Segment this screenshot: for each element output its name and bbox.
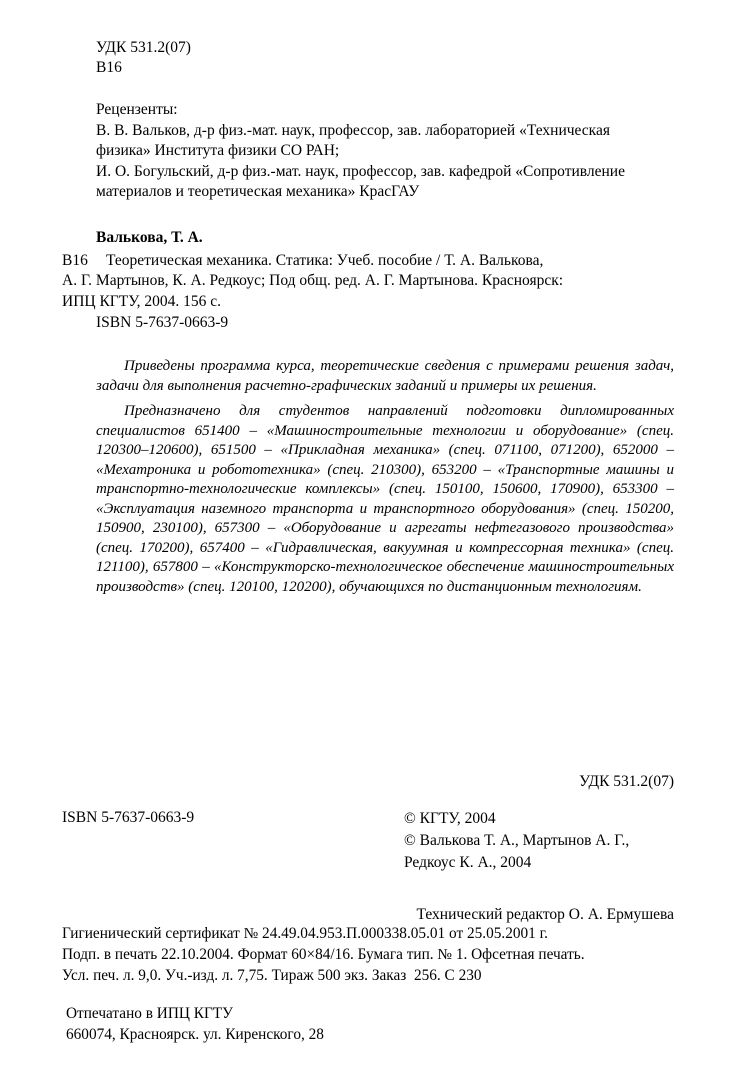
copyright-line: © КГТУ, 2004	[404, 810, 496, 827]
printed-block	[66, 1003, 678, 1045]
reviewers-heading: Рецензенты:	[96, 101, 178, 118]
author-heading: Валькова, Т. А.	[96, 228, 203, 246]
copyright-line: © Валькова Т. А., Мартынов А. Г.,	[404, 832, 630, 849]
udk-code: УДК 531.2(07)	[96, 39, 191, 56]
citation-line: Теоретическая механика. Статика: Учеб. пособие / Т. А. Валькова,	[106, 251, 544, 269]
imprint-line: Усл. печ. л. 9,0. Уч.-изд. л. 7,75. Тираж 500 экз. Заказ 256. С 230	[62, 967, 482, 984]
copyright-line: Редкоус К. А., 2004	[404, 854, 532, 871]
reviewers-block	[96, 100, 674, 203]
copyright-block	[404, 808, 629, 874]
imprint-block	[62, 923, 674, 986]
annotation-block	[96, 357, 674, 597]
printed-line: Отпечатано в ИПЦ КГТУ	[66, 1005, 233, 1022]
udk-bottom: УДК 531.2(07)	[579, 773, 674, 790]
citation-isbn: ISBN 5-7637-0663-9	[96, 314, 229, 331]
technical-editor: Технический редактор О. А. Ермушева	[416, 906, 674, 923]
imprint-line: Подп. в печать 22.10.2004. Формат 60×84/16. Бумага тип. № 1. Офсетная печать.	[62, 946, 585, 963]
page-content	[62, 38, 674, 1043]
udk-block	[96, 38, 674, 78]
reviewer-line: В. В. Вальков, д-р физ.-мат. наук, профессор, зав. лабораторией «Техническая	[96, 121, 610, 139]
udk-classifier: В16	[96, 59, 122, 76]
isbn-footer: ISBN 5-7637-0663-9	[62, 809, 195, 826]
printed-line: 660074, Красноярск. ул. Киренского, 28	[66, 1026, 324, 1043]
citation-label: В16	[62, 251, 88, 269]
reviewer-line: И. О. Богульский, д-р физ.-мат. наук, профессор, зав. кафедрой «Сопротивление	[96, 162, 625, 180]
reviewer-line: физика» Института физики СО РАН;	[96, 142, 340, 159]
reviewer-line: материалов и теоретическая механика» КрасГАУ	[96, 183, 420, 200]
citation-first-line	[62, 251, 674, 272]
annotation-paragraph: Приведены программа курса, теоретические сведения с примерами решения задач, задачи для выполнения расчетно-графических заданий и примеры их решения.	[96, 358, 674, 394]
annotation-paragraph: Предназначено для студентов направлений подготовки дипломированных специалистов 651400 – «Машиностроительные технологии и оборудование» (спец. 120300–120600), 651500 – «Прикладная механика» (спец. 071100, 071200), 652000 – «Мехатроника и робототехника» (спец. 210300), 653200 – «Транспортные машины и транспортно-технологические комплексы» (спец. 150100, 150600, 170900), 653300 – «Эксплуатация наземного транспорта и транспортного оборудования» (спец. 150200, 150900, 230100), 657300 – «Оборудование и агрегаты нефтегазового производства» (спец. 170200), 657400 – «Гидравлическая, вакуумная и компрессорная техника» (спец. 121100), 657800 – «Конструкторско-технологическое обеспечение машиностроительных производств» (спец. 120100, 120200), обучающихся по дистанционным технологиям.	[96, 403, 674, 595]
imprint-line: Гигиенический сертификат № 24.49.04.953.П.000338.05.01 от 25.05.2001 г.	[62, 925, 549, 942]
citation-block	[62, 251, 674, 334]
citation-line: ИПЦ КГТУ, 2004. 156 с.	[62, 292, 222, 310]
citation-line: А. Г. Мартынов, К. А. Редкоус; Под общ. ред. А. Г. Мартынова. Красноярск:	[62, 272, 564, 289]
